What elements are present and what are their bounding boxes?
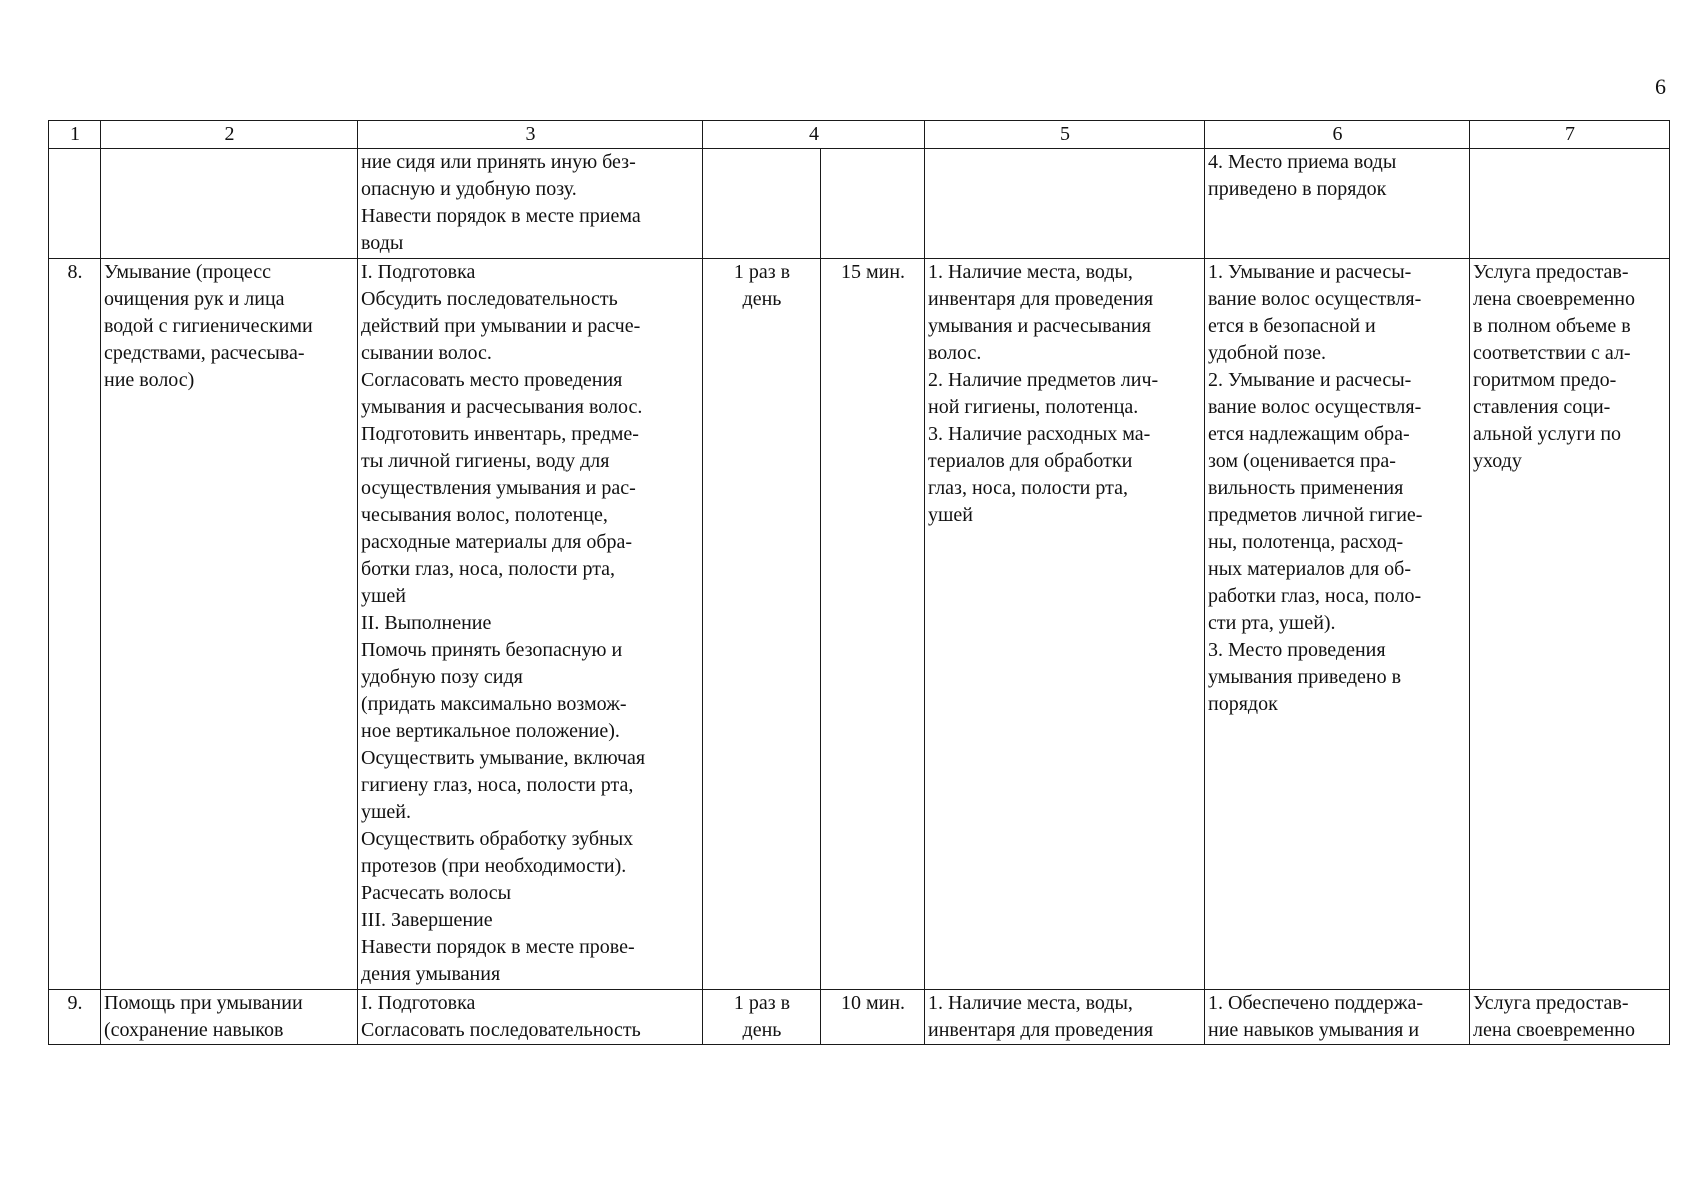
text-line: дения умывания: [361, 963, 501, 985]
text-line: зом (оценивается пра-: [1208, 450, 1396, 472]
text-line: соответствии с ал-: [1473, 342, 1631, 364]
text-line: 3. Место проведения: [1208, 639, 1386, 661]
text-line: Навести порядок в месте прове-: [361, 936, 635, 958]
text-line: ушей: [361, 585, 406, 607]
text-line: протезов (при необходимости).: [361, 855, 627, 877]
text-line: горитмом предо-: [1473, 369, 1617, 391]
text-line: средствами, расчесыва-: [104, 342, 305, 364]
text-line: ных материалов для об-: [1208, 558, 1412, 580]
text-line: 1. Наличие места, воды,: [928, 992, 1133, 1014]
text-line: ботки глаз, носа, полости рта,: [361, 558, 616, 580]
cont-service-cell: [101, 149, 358, 259]
text-line: 3. Наличие расходных ма-: [928, 423, 1151, 445]
text-line: Помочь принять безопасную и: [361, 639, 623, 661]
text-line: 1 раз в: [733, 261, 791, 283]
text-line: приведено в порядок: [1208, 178, 1387, 200]
text-line: опасную и удобную позу.: [361, 178, 577, 200]
text-line: ставления соци-: [1473, 396, 1611, 418]
service-name-cell: [101, 259, 358, 990]
table-row-8: [49, 259, 1670, 990]
quality-criteria-cell: [1205, 259, 1470, 990]
result-cell: [1470, 990, 1670, 1045]
text-line: II. Выполнение: [361, 612, 492, 634]
text-line: 1. Умывание и расчесы-: [1208, 261, 1412, 283]
text-line: осуществления умывания и рас-: [361, 477, 636, 499]
service-name-cell: [101, 990, 358, 1045]
quality-criteria-cell: [1205, 990, 1470, 1045]
header-cell-1: 1: [49, 121, 101, 149]
text-line: (придать максимально возмож-: [361, 693, 627, 715]
frequency-cell: [703, 990, 821, 1045]
text-line: Подготовить инвентарь, предме-: [361, 423, 639, 445]
text-line: очищения рук и лица: [104, 288, 285, 310]
text-line: день: [742, 288, 782, 310]
text-line: I. Подготовка: [361, 261, 476, 283]
text-line: расходные материалы для обра-: [361, 531, 633, 553]
text-line: териалов для обработки: [928, 450, 1133, 472]
row-number: 8.: [49, 259, 101, 990]
text-line: (сохранение навыков: [104, 1019, 284, 1041]
text-line: 4. Место приема воды: [1208, 151, 1397, 173]
text-line: 1. Наличие места, воды,: [928, 261, 1133, 283]
text-line: вание волос осуществля-: [1208, 288, 1422, 310]
text-line: ние навыков умывания и: [1208, 1019, 1420, 1041]
text-line: ется в безопасной и: [1208, 315, 1376, 337]
text-line: вильность применения: [1208, 477, 1404, 499]
text-line: III. Завершение: [361, 909, 493, 931]
text-line: Услуга предостав-: [1473, 992, 1629, 1014]
text-line: гигиену глаз, носа, полости рта,: [361, 774, 634, 796]
text-line: сти рта, ушей).: [1208, 612, 1336, 634]
header-cell-5: 5: [925, 121, 1205, 149]
text-line: альной услуги по: [1473, 423, 1622, 445]
text-line: Осуществить умывание, включая: [361, 747, 646, 769]
header-cell-7: 7: [1470, 121, 1670, 149]
text-line: Услуга предостав-: [1473, 261, 1629, 283]
text-line: 1 раз в: [733, 992, 791, 1014]
text-line: сывании волос.: [361, 342, 492, 364]
continuation-row: [49, 149, 1670, 259]
text-line: 2. Умывание и расчесы-: [1208, 369, 1412, 391]
table-row-9: [49, 990, 1670, 1045]
text-line: Обсудить последовательность: [361, 288, 618, 310]
text-line: ной гигиены, полотенца.: [928, 396, 1139, 418]
text-line: умывания и расчесывания волос.: [361, 396, 643, 418]
result-cell: [1470, 259, 1670, 990]
text-line: работки глаз, носа, поло-: [1208, 585, 1422, 607]
header-cell-3: 3: [358, 121, 703, 149]
text-line: ны, полотенца, расход-: [1208, 531, 1404, 553]
text-line: I. Подготовка: [361, 992, 476, 1014]
text-line: инвентаря для проведения: [928, 288, 1154, 310]
text-line: уходу: [1473, 450, 1522, 472]
text-line: волос.: [928, 342, 982, 364]
text-line: действий при умывании и расче-: [361, 315, 641, 337]
text-line: водой с гигиеническими: [104, 315, 313, 337]
services-table: [48, 120, 1670, 1045]
text-line: лена своевременно: [1473, 1019, 1636, 1041]
procedure-cell: [358, 990, 703, 1045]
header-cell-4: 4: [703, 121, 925, 149]
text-line: порядок: [1208, 693, 1278, 715]
cont-conditions-cell: [925, 149, 1205, 259]
cont-duration-cell: [821, 149, 925, 259]
text-line: ты личной гигиены, воду для: [361, 450, 610, 472]
text-line: удобной позе.: [1208, 342, 1326, 364]
text-line: умывания и расчесывания: [928, 315, 1151, 337]
text-line: Помощь при умывании: [104, 992, 303, 1014]
cont-number-cell: [49, 149, 101, 259]
text-line: 2. Наличие предметов лич-: [928, 369, 1159, 391]
text-line: Навести порядок в месте приема: [361, 205, 641, 227]
text-line: предметов личной гигие-: [1208, 504, 1423, 526]
header-cell-6: 6: [1205, 121, 1470, 149]
text-line: Согласовать место проведения: [361, 369, 623, 391]
duration-cell: 15 мин.: [821, 259, 925, 990]
conditions-cell: [925, 990, 1205, 1045]
text-line: глаз, носа, полости рта,: [928, 477, 1128, 499]
cont-procedure-cell: [358, 149, 703, 259]
text-line: инвентаря для проведения: [928, 1019, 1154, 1041]
text-line: вание волос осуществля-: [1208, 396, 1422, 418]
conditions-cell: [925, 259, 1205, 990]
text-line: Расчесать волосы: [361, 882, 512, 904]
text-line: ушей.: [361, 801, 411, 823]
header-cell-2: 2: [101, 121, 358, 149]
text-line: ется надлежащим обра-: [1208, 423, 1410, 445]
procedure-cell: [358, 259, 703, 990]
row-number: 9.: [49, 990, 101, 1045]
duration-cell: 10 мин.: [821, 990, 925, 1045]
text-line: ушей: [928, 504, 973, 526]
text-line: удобную позу сидя: [361, 666, 523, 688]
text-line: лена своевременно: [1473, 288, 1636, 310]
text-line: Согласовать последовательность: [361, 1019, 641, 1041]
text-line: умывания приведено в: [1208, 666, 1402, 688]
text-line: Осуществить обработку зубных: [361, 828, 634, 850]
text-line: чесывания волос, полотенце,: [361, 504, 608, 526]
text-line: день: [742, 1019, 782, 1041]
cont-quality-cell: [1205, 149, 1470, 259]
text-line: 1. Обеспечено поддержа-: [1208, 992, 1424, 1014]
text-line: ние волос): [104, 369, 195, 391]
cont-frequency-cell: [703, 149, 821, 259]
text-line: воды: [361, 232, 404, 254]
text-line: в полном объеме в: [1473, 315, 1631, 337]
frequency-cell: [703, 259, 821, 990]
page-number: 6: [1655, 74, 1666, 99]
text-line: ние сидя или принять иную без-: [361, 151, 636, 173]
text-line: Умывание (процесс: [104, 261, 272, 283]
column-number-header-row: [49, 121, 1670, 149]
text-line: ное вертикальное положение).: [361, 720, 620, 742]
cont-result-cell: [1470, 149, 1670, 259]
